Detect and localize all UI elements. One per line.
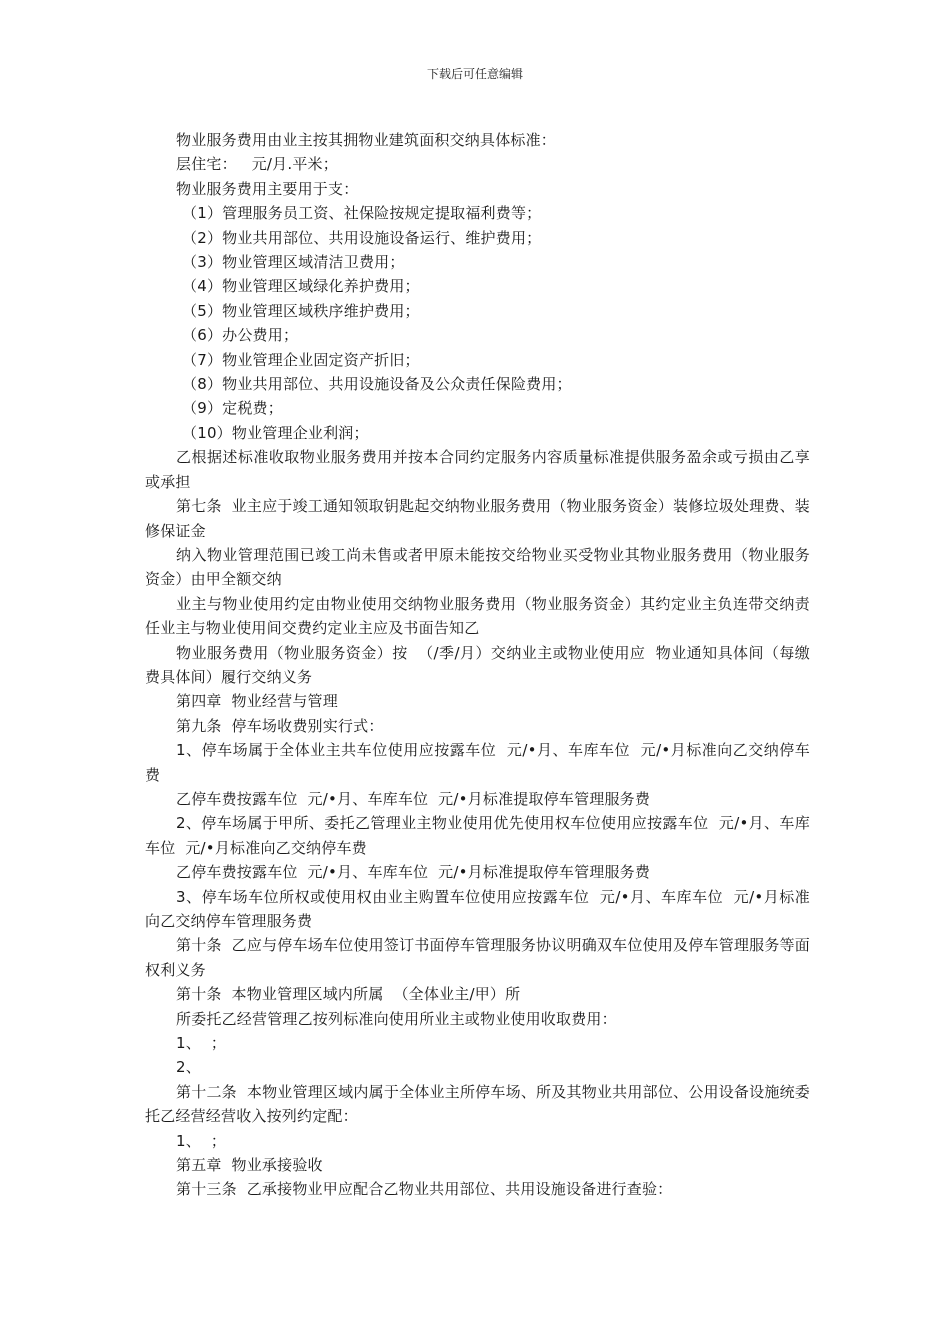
list-item: 1、 ；: [176, 1034, 227, 1053]
list-item: （3）物业管理区域清洁卫费用；: [182, 253, 405, 272]
list-item: （1）管理服务员工资、社保险按规定提取福利费等；: [182, 204, 542, 223]
paragraph: 物业服务费用主要用于支：: [176, 179, 359, 198]
list-item: 2、: [176, 1058, 201, 1077]
article-paragraph: 第七条 业主应于竣工通知领取钥匙起交纳物业服务费用（物业服务资金）装修垃圾处理费、装修保证金: [145, 497, 810, 540]
article-paragraph: 第十二条 本物业管理区域内属于全体业主所停车场、所及其物业共用部位、公用设备设施统委托乙经营经营收入按列约定配：: [145, 1082, 810, 1126]
document-body: [145, 128, 810, 1202]
list-item: （9）定税费；: [182, 399, 283, 418]
article-paragraph: 第十条 乙应与停车场车位使用签订书面停车管理服务协议明确双车位使用及停车管理服务等面权利义务: [145, 936, 810, 979]
list-item: （6）办公费用；: [182, 326, 299, 345]
paragraph: 乙停车费按露车位 元/•月、车库车位 元/•月标准提取停车管理服务费: [176, 789, 651, 808]
paragraph: 层住宅： 元/月.平米；: [176, 155, 338, 174]
page-header: 下载后可任意编辑: [426, 67, 523, 81]
paragraph: 2、停车场属于甲所、委托乙管理业主物业使用优先使用权车位使用应按露车位 元/•月、车库车位 元/•月标准向乙交纳停车费: [145, 814, 810, 857]
paragraph: 乙停车费按露车位 元/•月、车库车位 元/•月标准提取停车管理服务费: [176, 863, 651, 882]
list-item: （2）物业共用部位、共用设施设备运行、维护费用；: [182, 228, 542, 247]
article-paragraph: 第十三条 乙承接物业甲应配合乙物业共用部位、共用设施设备进行查验：: [176, 1180, 673, 1199]
paragraph: 业主与物业使用约定由物业使用交纳物业服务费用（物业服务资金）其约定业主负连带交纳责任业主与物业使用间交费约定业主应及书面告知乙: [145, 594, 810, 638]
paragraph: 3、停车场车位所权或使用权由业主购置车位使用应按露车位 元/•月、车库车位 元/•月标准向乙交纳停车管理服务费: [145, 887, 810, 930]
paragraph: 物业服务费用由业主按其拥物业建筑面积交纳具体标准：: [176, 131, 557, 149]
paragraph: 所委托乙经营管理乙按列标准向使用所业主或物业使用收取费用：: [176, 1009, 617, 1028]
list-item: （4）物业管理区域绿化养护费用；: [182, 277, 420, 296]
list-item: （10）物业管理企业利润；: [182, 423, 369, 442]
paragraph: 1、停车场属于全体业主共车位使用应按露车位 元/•月、车库车位 元/•月标准向乙交纳停车费: [145, 741, 810, 784]
chapter-heading: 第五章 物业承接验收: [176, 1156, 323, 1175]
paragraph: 乙根据述标准收取物业服务费用并按本合同约定服务内容质量标准提供服务盈余或亏损由乙享或承担: [145, 448, 810, 491]
list-item: （8）物业共用部位、共用设施设备及公众责任保险费用；: [182, 375, 572, 394]
chapter-heading: 第四章 物业经营与管理: [176, 692, 338, 711]
article-paragraph: 第十条 本物业管理区域内所属 （全体业主/甲）所: [176, 985, 521, 1004]
list-item: 1、 ；: [176, 1131, 227, 1150]
paragraph: 纳入物业管理范围已竣工尚未售或者甲原未能按交给物业买受物业其物业服务费用（物业服务资金）由甲全额交纳: [145, 545, 810, 589]
paragraph: 物业服务费用（物业服务资金）按 （/季/月）交纳业主或物业使用应 物业通知具体间（每缴费具体间）履行交纳义务: [145, 643, 810, 686]
article-paragraph: 第九条 停车场收费别实行式：: [176, 716, 384, 735]
list-item: （5）物业管理区域秩序维护费用；: [182, 301, 420, 320]
list-item: （7）物业管理企业固定资产折旧；: [182, 350, 420, 369]
